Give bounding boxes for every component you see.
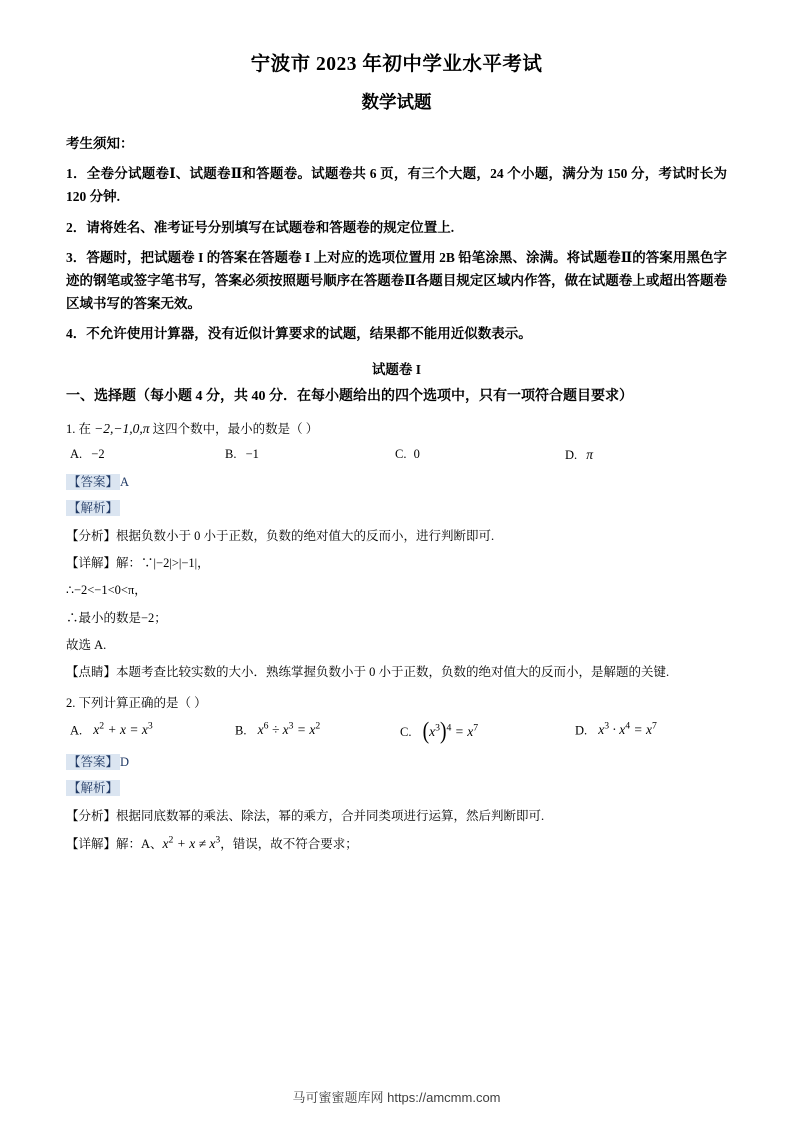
choice-label: D. bbox=[575, 723, 588, 738]
page-title-line2: 数学试题 bbox=[361, 92, 432, 113]
xiangjie-tag: 【详解】 bbox=[66, 555, 117, 570]
question-2-choice-a[interactable] bbox=[70, 721, 235, 743]
question-2-choice-c[interactable] bbox=[400, 717, 575, 745]
question-1-choice-a[interactable] bbox=[70, 447, 225, 463]
question-2-stem bbox=[66, 693, 727, 715]
diandian-tag: 【点睛】 bbox=[66, 665, 117, 680]
choice-text: $x^6 \div x^3 = x^2$ bbox=[257, 720, 321, 738]
paper-section-label: 试题卷 I bbox=[371, 361, 422, 377]
section-heading: 一、选择题（每小题 4 分，共 40 分．在每小题给出的四个选项中，只有一项符合题目要求） bbox=[66, 388, 633, 404]
choice-label: C. bbox=[400, 724, 412, 739]
question-1-choices bbox=[66, 447, 727, 463]
answer-tag: 【答案】 bbox=[68, 474, 119, 489]
choice-text: $(x^3)^4 = x^7$ bbox=[422, 717, 479, 745]
question-1-xiangjie-line-1 bbox=[66, 551, 727, 575]
choice-label: D. bbox=[565, 447, 578, 462]
question-1-xiangjie-line-4: 故选 A. bbox=[66, 638, 107, 652]
footer-watermark: 马可蜜蜜题库网 https://amcmm.com bbox=[292, 1090, 501, 1105]
question-2-xiangjie-line-1 bbox=[66, 831, 727, 857]
question-1-stem-prefix: 在 bbox=[78, 421, 92, 436]
question-1-choice-b[interactable] bbox=[225, 447, 395, 463]
question-2-choice-d[interactable] bbox=[575, 721, 657, 743]
answer-value: D bbox=[120, 754, 130, 769]
page-title-line1: 宁波市 2023 年初中学业水平考试 bbox=[250, 54, 543, 75]
question-1-answer-row bbox=[66, 471, 727, 494]
choice-label: C. bbox=[395, 446, 407, 461]
fenxi-tag: 【分析】 bbox=[66, 808, 117, 823]
choice-label: A. bbox=[70, 723, 83, 738]
notice-item-3: 3．答题时，把试题卷 I 的答案在答题卷 I 上对应的选项位置用 2B 铅笔涂黑、涂满。将试题卷Ⅱ的答案用黑色字迹的钢笔或签字笔书写，答案必须按照题号顺序在答题卷Ⅱ各题目规定区域内作答，做在试题卷上或超出答题卷区域书写的答案无效。 bbox=[66, 249, 727, 312]
xiangjie-text: 解：A、$x^2 + x \ne x^3$，错误，故不符合要求； bbox=[116, 834, 358, 851]
choice-text: $x^3 \cdot x^4 = x^7$ bbox=[598, 720, 657, 738]
question-1-number: 1. bbox=[66, 421, 76, 436]
choice-text: −1 bbox=[245, 446, 259, 461]
question-1-stem-suffix: 这四个数中，最小的数是（ ） bbox=[152, 421, 319, 436]
answer-tag: 【答案】 bbox=[68, 754, 119, 769]
choice-label: B. bbox=[235, 723, 247, 738]
question-2-fenxi bbox=[66, 804, 727, 828]
question-1-fenxi bbox=[66, 524, 727, 548]
fenxi-text: 根据同底数幂的乘法、除法，幂的乘方，合并同类项进行运算，然后判断即可. bbox=[116, 808, 545, 823]
question-1-stem bbox=[66, 417, 727, 441]
choice-label: B. bbox=[225, 446, 237, 461]
notice-item-1: 1．全卷分试题卷Ⅰ、试题卷Ⅱ和答题卷。试题卷共 6 页，有三个大题，24 个小题，满分为 150 分，考试时长为 120 分钟. bbox=[66, 166, 727, 205]
notice-item-4: 4．不允许使用计算器，没有近似计算要求的试题，结果都不能用近似数表示。 bbox=[66, 326, 532, 342]
choice-text: 0 bbox=[413, 446, 420, 461]
xiangjie-tag: 【详解】 bbox=[66, 837, 117, 851]
question-1-xiangjie-line-2: ∴−2<−1<0<π， bbox=[66, 583, 147, 598]
question-1-xiangjie-line-3: ∴最小的数是−2； bbox=[66, 610, 167, 625]
choice-text: $x^2 + x = x^3$ bbox=[93, 720, 153, 738]
question-2-choice-b[interactable] bbox=[235, 721, 400, 743]
question-2-answer-row bbox=[66, 751, 727, 774]
question-1-choice-c[interactable] bbox=[395, 447, 565, 463]
question-2-choices bbox=[66, 717, 727, 745]
fenxi-text: 根据负数小于 0 小于正数，负数的绝对值大的反而小，进行判断即可. bbox=[116, 528, 495, 543]
notice-item-2: 2．请将姓名、准考证号分别填写在试题卷和答题卷的规定位置上. bbox=[66, 219, 455, 235]
question-1-choice-d[interactable] bbox=[565, 447, 593, 463]
notice-heading: 考生须知： bbox=[66, 136, 134, 152]
choice-label: A. bbox=[70, 446, 83, 461]
analysis-tag: 【解析】 bbox=[68, 781, 119, 796]
question-2-stem-prefix: 下列计算正确的是（ ） bbox=[78, 695, 207, 710]
answer-value: A bbox=[120, 474, 130, 489]
choice-text: −2 bbox=[91, 446, 105, 461]
xiangjie-text: 解：∵|−2|>|−1|， bbox=[116, 555, 210, 570]
diandian-text: 本题考查比较实数的大小．熟练掌握负数小于 0 小于正数，负数的绝对值大的反而小，是解题的关键. bbox=[116, 665, 670, 680]
choice-text: π bbox=[586, 446, 594, 462]
question-1-diandian bbox=[66, 660, 727, 684]
question-1-analysis-row bbox=[66, 497, 727, 520]
analysis-tag: 【解析】 bbox=[68, 501, 119, 515]
fenxi-tag: 【分析】 bbox=[66, 528, 117, 543]
question-2-number: 2. bbox=[66, 695, 76, 710]
question-2-analysis-row bbox=[66, 777, 727, 800]
question-1-stem-math: −2,−1,0,π bbox=[94, 420, 150, 436]
